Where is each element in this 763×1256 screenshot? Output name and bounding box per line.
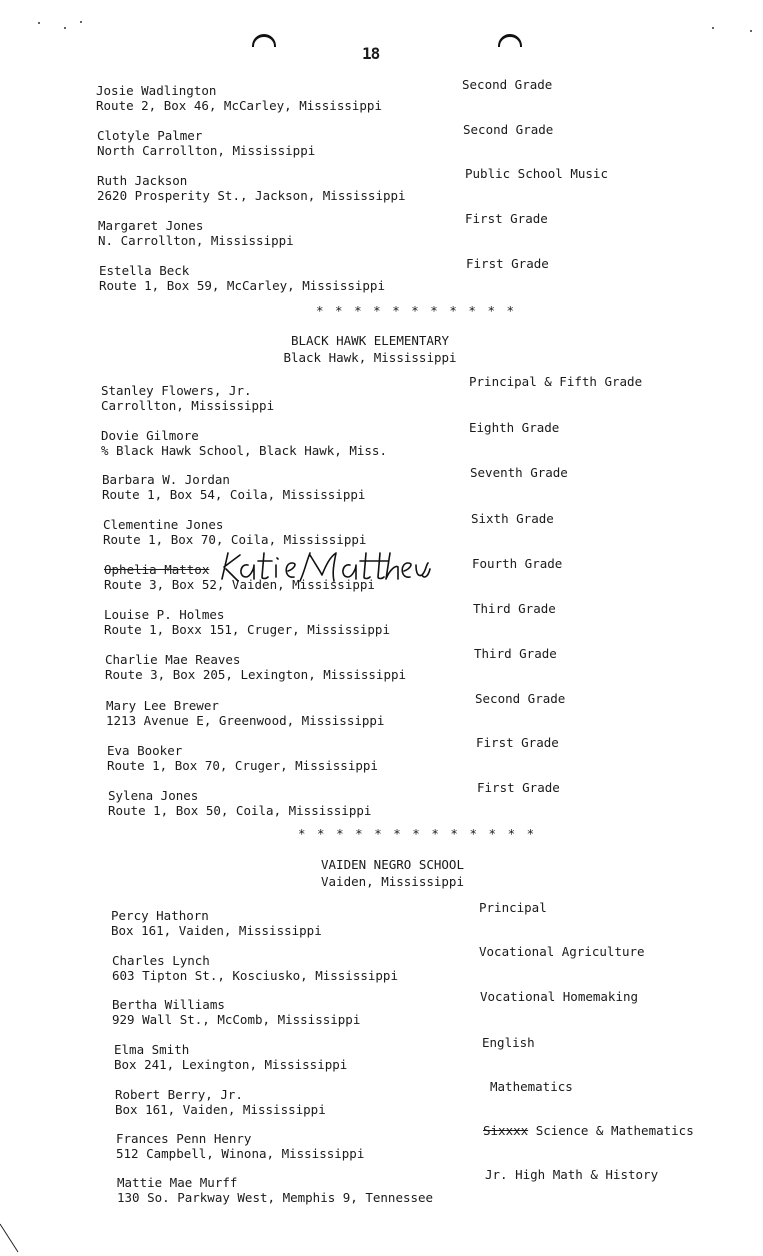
staff-name: Louise P. Holmes [104, 607, 225, 622]
staff-address: 130 So. Parkway West, Memphis 9, Tennessee [117, 1190, 434, 1205]
staff-name: Margaret Jones [98, 218, 204, 233]
position-text: Science & Mathematics [535, 1123, 694, 1138]
staff-address: 929 Wall St., McComb, Mississippi [112, 1012, 361, 1027]
staff-name: Bertha Williams [112, 997, 225, 1012]
school-heading [280, 332, 460, 366]
staff-name: Estella Beck [99, 263, 190, 278]
staff-address: Box 241, Lexington, Mississippi [114, 1057, 348, 1072]
staff-entry [102, 472, 365, 502]
staff-entry [96, 83, 382, 113]
school-heading [310, 856, 475, 890]
staff-entry [101, 428, 387, 458]
staff-name: Stanley Flowers, Jr. [101, 383, 252, 398]
staff-entry [111, 908, 322, 938]
staff-name: Ruth Jackson [97, 173, 188, 188]
staff-address: Carrollton, Mississippi [101, 398, 275, 413]
staff-name: Robert Berry, Jr. [115, 1087, 243, 1102]
staff-entry [106, 698, 384, 728]
staff-entry [103, 517, 366, 547]
staff-entry [105, 652, 406, 682]
staff-address: Box 161, Vaiden, Mississippi [115, 1102, 326, 1117]
staff-entry [99, 263, 385, 293]
staff-entry [117, 1175, 433, 1205]
staff-position: Jr. High Math & History [485, 1167, 659, 1182]
staff-position [483, 1123, 694, 1138]
staff-name: Clotyle Palmer [97, 128, 203, 143]
scan-speck [38, 22, 40, 24]
staff-position: Public School Music [465, 166, 608, 181]
staff-address: 603 Tipton St., Kosciusko, Mississippi [112, 968, 398, 983]
scan-speck [64, 27, 66, 29]
staff-entry [97, 173, 406, 203]
staff-entry [108, 788, 371, 818]
staff-name: Clementine Jones [103, 517, 224, 532]
page-number: 18 [362, 44, 380, 63]
staff-entry [112, 997, 360, 1027]
staff-address: Route 1, Box 54, Coila, Mississippi [102, 487, 366, 502]
scan-speck [712, 27, 714, 29]
staff-position: First Grade [466, 256, 549, 271]
staff-position: Third Grade [474, 646, 557, 661]
staff-address: Route 1, Box 59, McCarley, Mississippi [99, 278, 385, 293]
staff-entry [98, 218, 294, 248]
scan-edge-mark [0, 1222, 24, 1256]
staff-address: Route 3, Box 52, Vaiden, Mississippi [104, 577, 375, 592]
staff-name: Barbara W. Jordan [102, 472, 230, 487]
staff-name: Percy Hathorn [111, 908, 209, 923]
staff-address: North Carrollton, Mississippi [97, 143, 316, 158]
struck-name: Ophelia Mattox [104, 562, 210, 577]
staff-address: 512 Campbell, Winona, Mississippi [116, 1146, 365, 1161]
staff-position: Vocational Homemaking [480, 989, 639, 1004]
staff-position: Fourth Grade [472, 556, 563, 571]
staff-position: English [482, 1035, 535, 1050]
staff-address: 2620 Prosperity St., Jackson, Mississippi [97, 188, 406, 203]
staff-address: Route 1, Box 70, Coila, Mississippi [103, 532, 367, 547]
school-name: VAIDEN NEGRO SCHOOL [321, 857, 464, 872]
punch-hole-left [252, 34, 276, 47]
staff-address: 1213 Avenue E, Greenwood, Mississippi [106, 713, 385, 728]
staff-name: Sylena Jones [108, 788, 199, 803]
staff-position: Second Grade [463, 122, 554, 137]
section-separator: * * * * * * * * * * * * * [298, 826, 537, 841]
staff-position: Second Grade [462, 77, 553, 92]
staff-address: Route 1, Boxx 151, Cruger, Mississippi [104, 622, 390, 637]
staff-position: Sixth Grade [471, 511, 554, 526]
staff-entry [104, 607, 390, 637]
staff-position: Third Grade [473, 601, 556, 616]
staff-name: Josie Wadlington [96, 83, 217, 98]
staff-name: Mary Lee Brewer [106, 698, 219, 713]
school-name: BLACK HAWK ELEMENTARY [290, 333, 450, 348]
staff-entry [115, 1087, 326, 1117]
staff-address: N. Carrollton, Mississippi [98, 233, 294, 248]
staff-position: Principal [479, 900, 547, 915]
staff-name: Charles Lynch [112, 953, 210, 968]
handwritten-correction [218, 549, 432, 589]
staff-name: Elma Smith [114, 1042, 190, 1057]
staff-position: Vocational Agriculture [479, 944, 645, 959]
staff-position: First Grade [465, 211, 548, 226]
staff-address: Route 1, Box 70, Cruger, Mississippi [107, 758, 378, 773]
staff-address: Box 161, Vaiden, Mississippi [111, 923, 322, 938]
scan-speck [750, 30, 752, 32]
staff-position: Mathematics [490, 1079, 573, 1094]
staff-entry [116, 1131, 364, 1161]
staff-address: Route 3, Box 205, Lexington, Mississippi [105, 667, 407, 682]
staff-entry [101, 383, 274, 413]
staff-name: Mattie Mae Murff [117, 1175, 238, 1190]
school-location: Vaiden, Mississippi [321, 874, 464, 889]
staff-name: Frances Penn Henry [116, 1131, 252, 1146]
staff-address: % Black Hawk School, Black Hawk, Miss. [101, 443, 387, 458]
struck-word: Sixxxx [483, 1123, 529, 1138]
staff-address: Route 2, Box 46, McCarley, Mississippi [96, 98, 382, 113]
staff-position: Second Grade [475, 691, 566, 706]
scan-speck [80, 21, 82, 23]
staff-entry [114, 1042, 347, 1072]
staff-address: Route 1, Box 50, Coila, Mississippi [108, 803, 372, 818]
staff-name: Eva Booker [107, 743, 183, 758]
staff-entry [97, 128, 315, 158]
staff-entry [107, 743, 378, 773]
punch-hole-right [498, 34, 522, 47]
staff-name: Charlie Mae Reaves [105, 652, 241, 667]
section-separator: * * * * * * * * * * * [316, 303, 517, 318]
staff-position: First Grade [477, 780, 560, 795]
staff-position: Principal & Fifth Grade [469, 374, 643, 389]
staff-entry [112, 953, 398, 983]
staff-position: Eighth Grade [469, 420, 560, 435]
staff-position: First Grade [476, 735, 559, 750]
staff-position: Seventh Grade [470, 465, 568, 480]
school-location: Black Hawk, Mississippi [283, 350, 457, 365]
staff-name: Dovie Gilmore [101, 428, 199, 443]
